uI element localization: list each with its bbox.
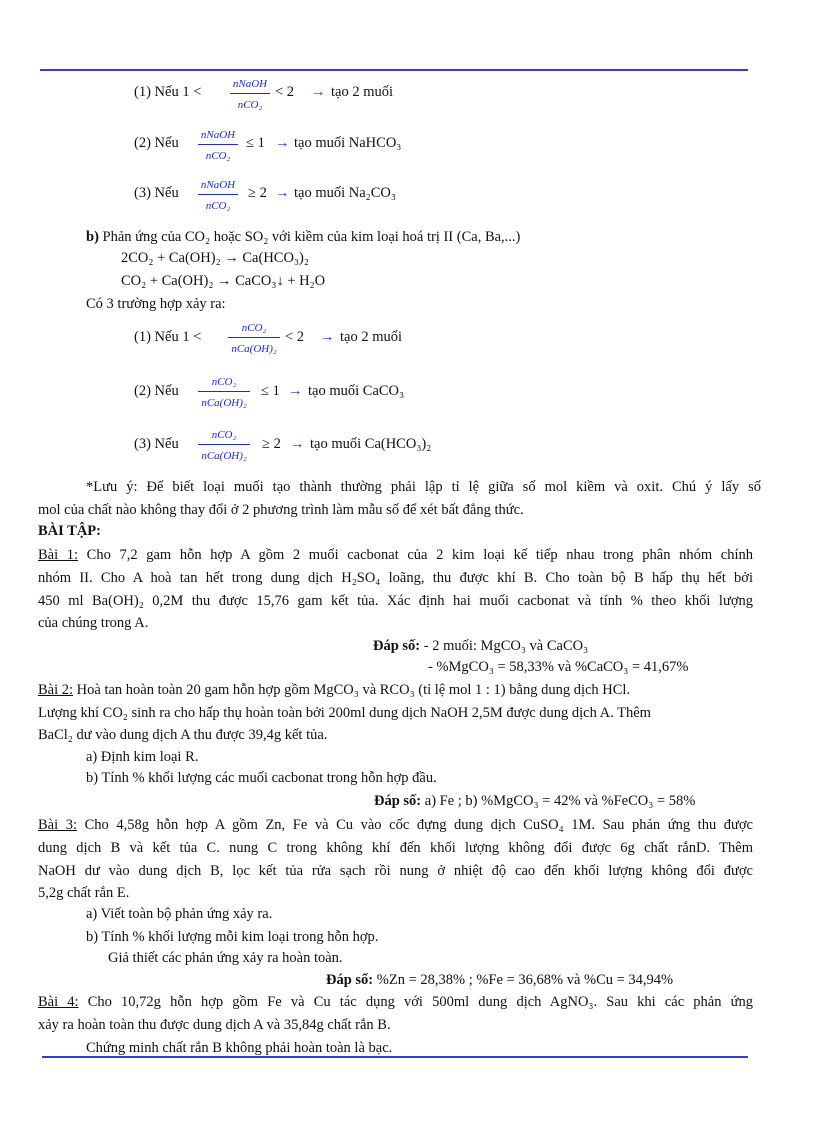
fraction: nNaOH nCO₂ <box>198 179 238 213</box>
arrow-icon: → <box>275 135 290 151</box>
cases-intro: Có 3 trường hợp xảy ra: <box>86 296 226 312</box>
bai1-line-2: nhóm II. Cho A hoà tan hết trong dung dịch H₂SO₄ loãng, thu được khí B. Cho toàn bộ B hấp thụ hết bởi <box>38 570 753 586</box>
bai3-line-4: 5,2g chất rắn E. <box>38 885 130 901</box>
bai4-line-1: Bài 4: Cho 10,72g hỗn hợp gồm Fe và Cu tác dụng với 500ml dung dịch AgNO₃. Sau khi các phản ứng <box>38 994 753 1010</box>
note-line-1: *Lưu ý: Để biết loại muối tạo thành thường phải lập tỉ lệ giữa số mol kiềm và oxit. Chú ý lấy số <box>86 479 761 495</box>
bai3-line-3: NaOH dư vào dung dịch B, lọc kết tủa rửa sạch rồi nung ở nhiệt độ cao đến khối lượng không đổi được <box>38 863 753 879</box>
fraction: nCO₂ nCa(OH)₂ <box>228 322 280 356</box>
bai3-line-1: Bài 3: Cho 4,58g hỗn hợp A gồm Zn, Fe và Cu vào cốc đựng dung dịch CuSO₄ 1M. Sau phản ứng thu được <box>38 817 753 833</box>
bai1-answer-2: - %MgCO₃ = 58,33% và %CaCO₃ = 41,67% <box>428 659 689 675</box>
fraction: nCO₂ nCa(OH)₂ <box>198 429 250 463</box>
fraction: nNaOH nCO₂ <box>198 129 238 163</box>
arrow-icon: → <box>288 383 303 399</box>
bai2-line-1: Bài 2: Hoà tan hoàn toàn 20 gam hỗn hợp gồm MgCO₃ và RCO₃ (tỉ lệ mol 1 : 1) bằng dung dịch HCl. <box>38 682 631 698</box>
bai4-task: Chứng minh chất rắn B không phải hoàn toàn là bạc. <box>86 1040 393 1056</box>
fraction: nNaOH nCO₂ <box>230 78 270 112</box>
equation-2: CO₂ + Ca(OH)₂ → CaCO₃↓ + H₂O <box>121 273 326 289</box>
bai3-answer: Đáp số: %Zn = 28,38% ; %Fe = 36,68% và %Cu = 34,94% <box>326 972 674 988</box>
bai3-item-b: b) Tính % khối lượng mỗi kim loại trong hỗn hợp. <box>86 929 379 945</box>
arrow-icon: → <box>320 329 335 345</box>
bai3-assumption: Giả thiết các phản ứng xảy ra hoàn toàn. <box>108 950 343 966</box>
bai2-line-3: BaCl₂ dư vào dung dịch A thu được 39,4g kết tủa. <box>38 727 328 743</box>
bai2-item-a: a) Định kim loại R. <box>86 749 199 765</box>
bai1-answer-1: Đáp số: - 2 muối: MgCO₃ và CaCO₃ <box>373 638 589 654</box>
bai1-line-1: Bài 1: Cho 7,2 gam hỗn hợp A gồm 2 muối cacbonat của 2 kim loại kế tiếp nhau trong phân nhóm chính <box>38 547 753 563</box>
bai3-line-2: dung dịch B và kết tủa C. nung C trong không khí đến khối lượng không đổi được 6g chất rắnD. Thêm <box>38 840 753 856</box>
bai1-line-3: 450 ml Ba(OH)₂ 0,2M thu được 15,76 gam kết tủa. Xác định hai muối cacbonat và tính % theo khối lượng <box>38 593 753 609</box>
bai4-line-2: xảy ra hoàn toàn thu được dung dịch A và 35,84g chất rắn B. <box>38 1017 391 1033</box>
bai2-item-b: b) Tính % khối lượng các muối cacbonat trong hỗn hợp đầu. <box>86 770 437 786</box>
arrow-icon: → <box>311 84 326 100</box>
exercises-heading: BÀI TẬP: <box>38 523 101 539</box>
fraction: nCO₂ nCa(OH)₂ <box>198 376 250 410</box>
bai2-answer: Đáp số: a) Fe ; b) %MgCO₃ = 42% và %FeCO₃ = 58% <box>374 793 696 809</box>
bai3-item-a: a) Viết toàn bộ phản ứng xảy ra. <box>86 906 273 922</box>
bai2-line-2: Lượng khí CO₂ sinh ra cho hấp thụ hoàn toàn bởi 200ml dung dịch NaOH 2,5M được dung dịch A. Thêm <box>38 705 651 721</box>
bai1-line-4: của chúng trong A. <box>38 615 149 631</box>
note-line-2: mol của chất nào không thay đổi ở 2 phương trình làm mẫu số để xét bất đẳng thức. <box>38 502 524 518</box>
header-rule <box>40 69 748 71</box>
arrow-icon: → <box>275 185 290 201</box>
equation-1: 2CO₂ + Ca(OH)₂ → Ca(HCO₃)₂ <box>121 250 309 266</box>
section-b-title: b) Phản ứng của CO₂ hoặc SO₂ với kiềm của kim loại hoá trị II (Ca, Ba,...) <box>86 229 521 245</box>
arrow-icon: → <box>290 436 305 452</box>
footer-rule <box>42 1056 748 1058</box>
